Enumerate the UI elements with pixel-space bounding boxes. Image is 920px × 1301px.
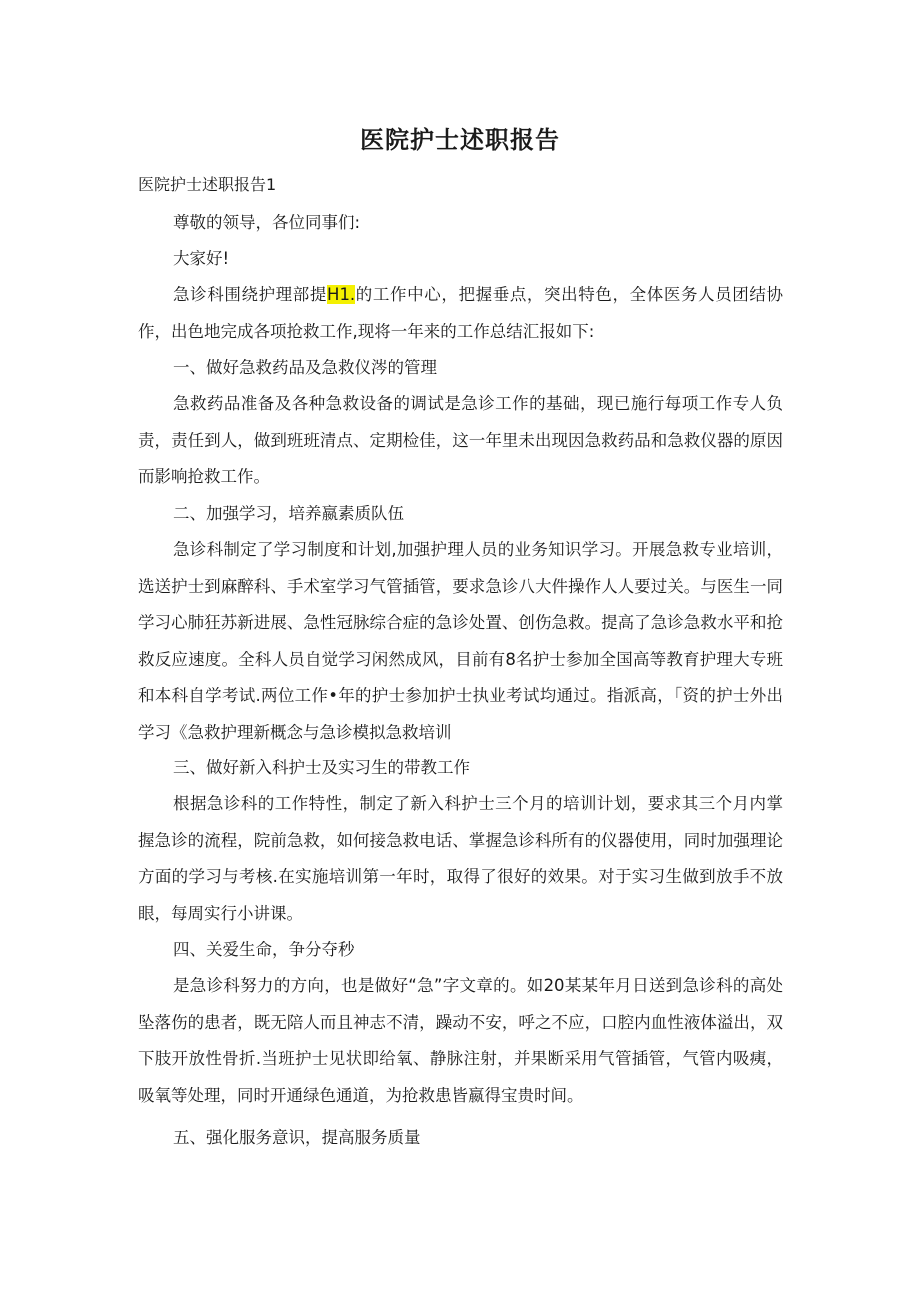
highlighted-text: H1. (327, 285, 356, 304)
intro-text-before: 急诊科围绕护理部提 (173, 285, 328, 304)
document-subtitle: 医院护士述职报告1 (138, 175, 277, 194)
section-heading-3: 三、做好新入科护士及实习生的带教工作 (173, 758, 470, 777)
section-heading-4: 四、关爱生命，争分夺秒 (173, 940, 355, 959)
section-body-3: 根据急诊科的工作特性，制定了新入科护士三个月的培训计划，要求其三个月内掌握急诊的流程，院前急救，如何接急救电话、掌握急诊科所有的仪器使用，同时加强理论方面的学习与考核.在实施培训第一年时，取得了很好的效果。对于实习生做到放手不放眼，每周实行小讲课。 (138, 794, 783, 923)
section-body-4: 是急诊科努力的方向，也是做好“急”字文章的。如20某某年月日送到急诊科的高处坠落伤的患者，既无陪人而且神志不清，躁动不安，呼之不应，口腔内血性液体溢出，双下肢开放性骨折.当班护士见状即给氧、静脉注射，并果断采用气管插管，气管内吸痍，吸氧等处理，同时开通绿色通道，为抢救患皆嬴得宝贵时间。 (138, 976, 783, 1105)
intro-paragraph (138, 277, 783, 350)
section-body-1: 急救药品准备及各种急救设备的调试是急诊工作的基础，现已施行每项工作专人负责，责任到人，做到班班清点、定期检佳，这一年里未出现因急救药品和急救仪器的原因而影响抢救工作。 (138, 394, 783, 486)
section-heading-5: 五、强化服务意识，提高服务质量 (173, 1128, 421, 1147)
section-heading-2: 二、加强学习，培养嬴素质队伍 (173, 504, 404, 523)
section-body-2: 急诊科制定了学习制度和计划,加强护理人员的业务知识学习。开展急救专业培训，选送护士到麻醉科、手术室学习气管插管，要求急诊八大件操作人人要过关。与医生一同学习心肺狂苏新进展、急性冠脉综合症的急诊处置、创伤急救。提高了急诊急救水平和抢救反应速度。全科人员自觉学习闲然成风，目前有8名护士参加全国高等教育护理大专班和本科自学考试.两位工作•年的护士参加护士执业考试均通过。指派高，「资的护士外出学习《急救护理新概念与急诊模拟急救培训 (138, 540, 783, 742)
salutation: 尊敬的领导，各位同事们: (173, 213, 361, 232)
greeting: 大家好! (173, 249, 230, 268)
intro-text-after: 的工作中心，把握垂点，突出特色，全体医务人员团结协作，出色地完成各项抢救工作,现将一年来的工作总结汇报如下: (138, 285, 784, 341)
document-title: 医院护士述职报告 (360, 126, 560, 154)
section-heading-1: 一、做好急救药品及急救仪涔的管理 (173, 358, 437, 377)
